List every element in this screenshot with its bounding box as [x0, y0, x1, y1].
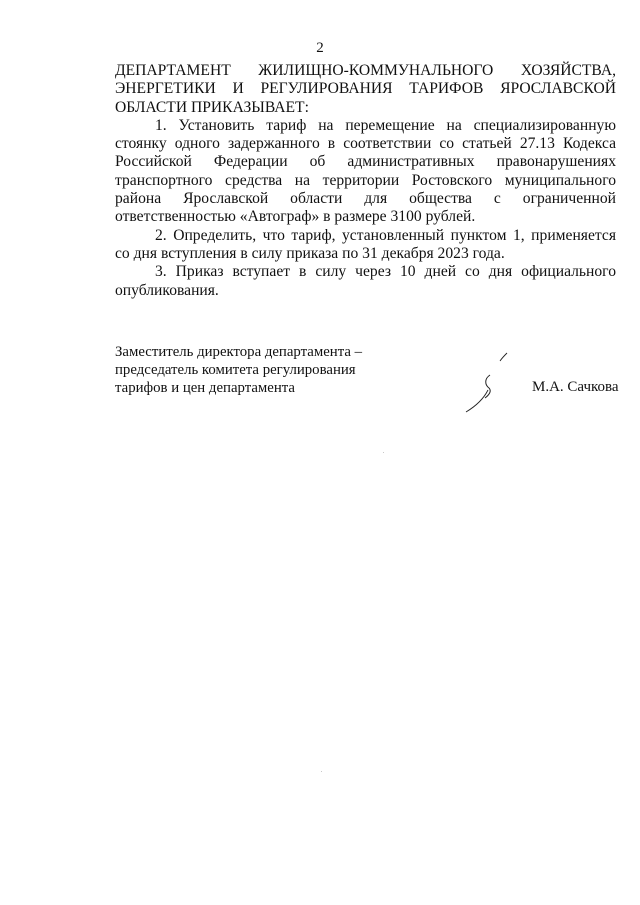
document-body: [115, 62, 616, 300]
signer-position: [115, 343, 375, 397]
scan-speck: [321, 771, 322, 772]
signer-name: М.А. Сачкова: [532, 379, 619, 395]
signer-position-line: председатель комитета регулирования: [115, 362, 356, 378]
signer-position-line: Заместитель директора департамента –: [115, 344, 363, 360]
order-item-1: 1. Установить тариф на перемещение на специализированную стоянку одного задержанного в соответствии со статьей 27.13 Кодекса Российской Федерации об административных правонарушениях транспортного средства на территории Ростовского муниципального района Ярославской области для общества с ограниченной ответственностью «Автограф» в размере 3100 рублей.: [115, 116, 616, 226]
page-number: 2: [316, 40, 324, 56]
order-item-2: 2. Определить, что тариф, установленный пунктом 1, применяется со дня вступления в силу приказа по 31 декабря 2023 года.: [115, 226, 616, 262]
order-item-3: 3. Приказ вступает в силу через 10 дней со дня официального опубликования.: [115, 263, 616, 299]
signer-position-line: тарифов и цен департамента: [115, 380, 295, 396]
order-heading: ДЕПАРТАМЕНТ ЖИЛИЩНО-КОММУНАЛЬНОГО ХОЗЯЙСТВА, ЭНЕРГЕТИКИ И РЕГУЛИРОВАНИЯ ТАРИФОВ ЯРОСЛАВСКОЙ ОБЛАСТИ ПРИКАЗЫВАЕТ:: [115, 62, 616, 116]
handwritten-signature: [460, 350, 520, 420]
scan-speck: [383, 452, 384, 453]
